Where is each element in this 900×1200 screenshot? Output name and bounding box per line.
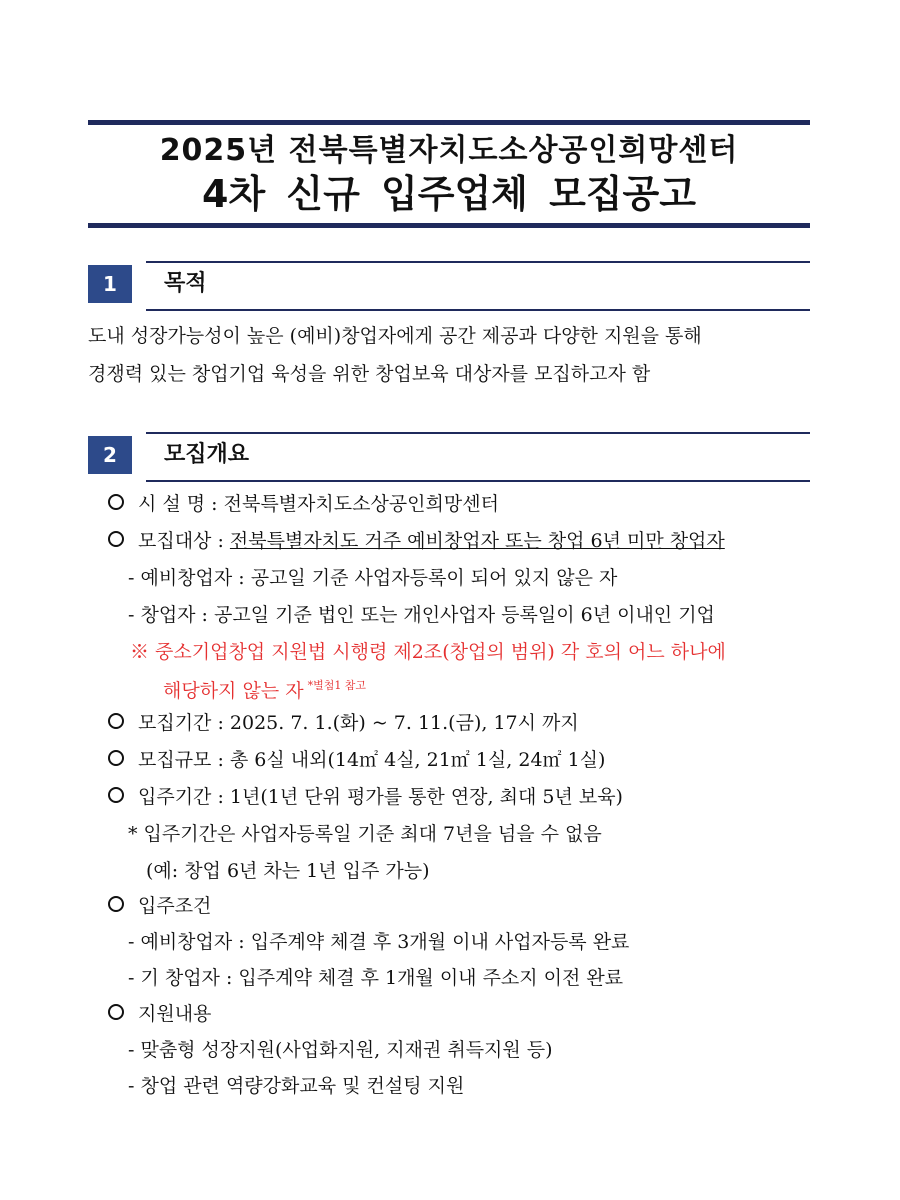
scale-text: 모집규모 : 총 6실 내외(14㎡ 4실, 21㎡ 1실, 24㎡ 1실)	[138, 749, 606, 771]
tenancy-item	[108, 779, 623, 815]
period-text: 모집기간 : 2025. 7. 1.(화) ~ 7. 11.(금), 17시 까지	[138, 712, 579, 734]
support-text: 지원내용	[138, 1003, 212, 1025]
section-1-body	[88, 317, 818, 393]
title-line2: 4차 신규 입주업체 모집공고	[202, 172, 696, 216]
section-2-header	[88, 432, 810, 478]
target-sub1: - 예비창업자 : 공고일 기준 사업자등록이 되어 있지 않은 자	[128, 567, 618, 589]
target-label: 모집대상 :	[138, 530, 230, 552]
conditions-item	[108, 888, 211, 924]
target-sub2: - 창업자 : 공고일 기준 법인 또는 개인사업자 등록일이 6년 이내인 기업	[128, 604, 715, 626]
facility-item	[108, 486, 499, 522]
bullet-circle-icon	[108, 750, 124, 766]
conditions-text: 입주조건	[138, 895, 212, 917]
section-1-number: 1	[88, 265, 132, 303]
section-1-body-line1: 도내 성장가능성이 높은 (예비)창업자에게 공간 제공과 다양한 지원을 통해	[88, 325, 702, 347]
bullet-circle-icon	[108, 494, 124, 510]
tenancy-text: 입주기간 : 1년(1년 단위 평가를 통한 연장, 최대 5년 보육)	[138, 786, 623, 808]
note-line1: ※ 중소기업창업 지원법 시행령 제2조(창업의 범위) 각 호의 어느 하나에	[130, 641, 726, 663]
note-line2: 해당하지 않는 자	[163, 680, 304, 702]
period-item	[108, 705, 579, 741]
title-line1: 2025년 전북특별자치도소상공인희망센터	[159, 133, 739, 168]
tenancy-note1: * 입주기간은 사업자등록일 기준 최대 7년을 넘을 수 없음	[128, 823, 602, 845]
section-2-title: 모집개요	[164, 442, 250, 467]
bullet-circle-icon	[108, 896, 124, 912]
note-line2-wrap	[163, 668, 366, 709]
title-block	[88, 120, 810, 228]
target-item	[108, 523, 725, 559]
cond-sub1: - 예비창업자 : 입주계약 체결 후 3개월 이내 사업자등록 완료	[128, 931, 630, 953]
cond-sub2: - 기 창업자 : 입주계약 체결 후 1개월 이내 주소지 이전 완료	[128, 967, 624, 989]
bullet-circle-icon	[108, 531, 124, 547]
title-bottom-rule	[88, 223, 810, 228]
support-item	[108, 996, 211, 1032]
section-1-body-line2: 경쟁력 있는 창업기업 육성을 위한 창업보육 대상자를 모집하고자 함	[88, 363, 651, 385]
facility-text: 시 설 명 : 전북특별자치도소상공인희망센터	[138, 493, 499, 515]
section-2-number: 2	[88, 436, 132, 474]
support-sub1: - 맞춤형 성장지원(사업화지원, 지재권 취득지원 등)	[128, 1039, 553, 1061]
title-top-rule	[88, 120, 810, 125]
section-1-title: 목적	[164, 271, 207, 296]
support-sub2: - 창업 관련 역량강화교육 및 컨설팅 지원	[128, 1075, 465, 1097]
bullet-circle-icon	[108, 1004, 124, 1020]
target-value: 전북특별자치도 거주 예비창업자 또는 창업 6년 미만 창업자	[229, 530, 725, 552]
section-1-header	[88, 261, 810, 307]
section-1-rules	[146, 261, 810, 311]
scale-item	[108, 742, 605, 778]
tenancy-note2: (예: 창업 6년 차는 1년 입주 가능)	[146, 860, 430, 882]
bullet-circle-icon	[108, 787, 124, 803]
bullet-circle-icon	[108, 713, 124, 729]
note-reference: *별첨1 참고	[307, 679, 367, 692]
